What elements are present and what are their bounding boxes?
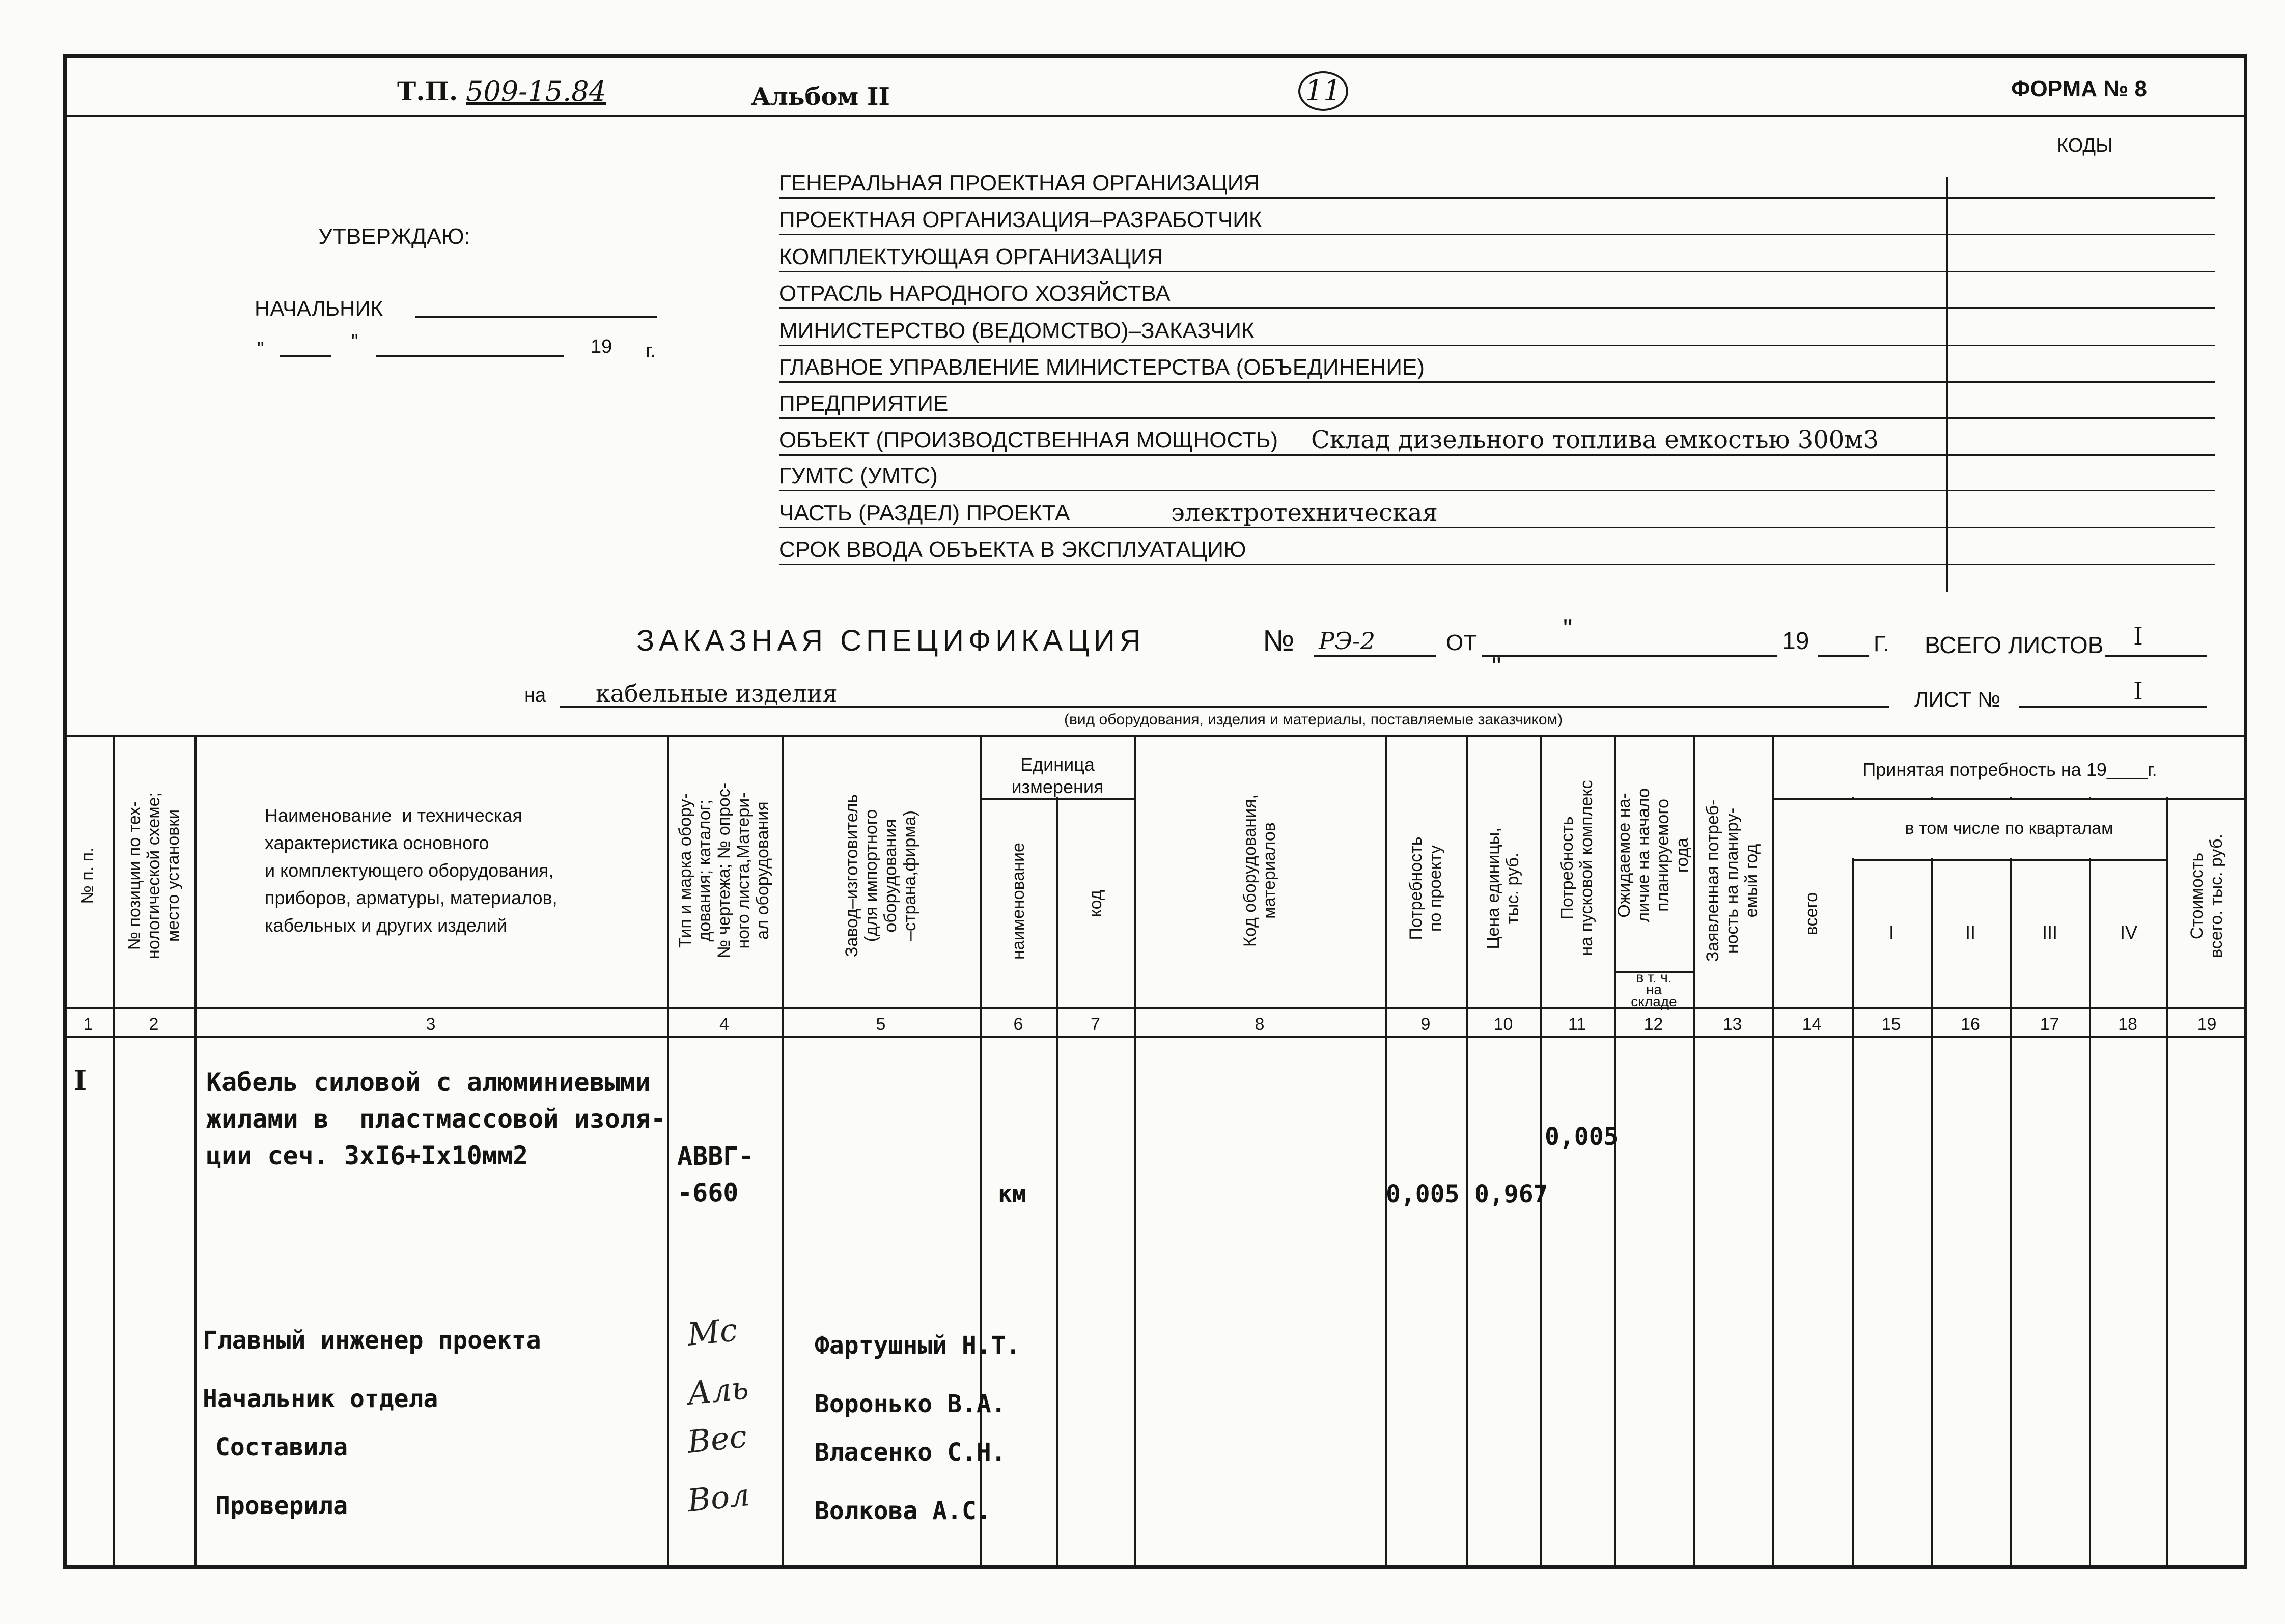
column-number: 6 [1013,1015,1023,1034]
total-sheets-line [2105,655,2207,657]
column-line [2166,735,2168,1569]
column-number: 15 [1881,1015,1901,1034]
total-sheets-value: I [2133,622,2143,651]
category-note: (вид оборудования, изделия и материалы, поставляемые заказчиком) [1064,711,1563,728]
org-label: ГЕНЕРАЛЬНАЯ ПРОЕКТНАЯ ОРГАНИЗАЦИЯ [779,171,1264,196]
spec-date-quote-1: " [1563,614,1573,643]
category-line [560,706,1889,708]
column-number: 18 [2118,1015,2137,1034]
row-price: 0,967 [1474,1180,1548,1209]
org-row [779,318,2215,352]
column-number: 19 [2197,1015,2217,1034]
year-prefix: 19 [591,336,612,357]
org-value: электротехническая [1171,498,1438,527]
org-fill-line [779,307,2215,309]
column-number: 5 [876,1015,886,1034]
row-need-launch: 0,005 [1545,1123,1619,1151]
column-line [1693,735,1695,1569]
org-fill-line [779,234,2215,235]
org-label: ГЛАВНОЕ УПРАВЛЕНИЕ МИНИСТЕРСТВА (ОБЪЕДИНЕНИЕ) [779,355,1429,380]
org-label: ОТРАСЛЬ НАРОДНОГО ХОЗЯЙСТВА [779,281,1175,306]
row-need-project: 0,005 [1386,1180,1460,1209]
org-fill-line [779,527,2215,528]
column-line [782,735,784,1569]
header-bottom-line [63,1007,2247,1009]
column-number: 7 [1091,1015,1100,1034]
signature-name: Воронько В.А. [815,1390,1006,1418]
header-unit-name: наименование [1009,843,1028,960]
org-label: МИНИСТЕРСТВО (ВЕДОМСТВО)–ЗАКАЗЧИК [779,318,1259,344]
signature-name: Фартушный Н.Т. [815,1331,1021,1360]
header-price: Цена единицы, тыс. руб. [1484,827,1522,949]
codes-divider [1946,177,1948,592]
org-row [779,537,2215,571]
header-quarters: в том числе по кварталам [1905,819,2113,838]
org-row [779,171,2215,204]
header-expected: Ожидаемое на- личие на начало планируемого года [1614,788,1692,922]
column-line [1540,735,1542,1569]
column-line [1772,735,1774,1569]
header-quarter-1: I [1888,922,1894,943]
sheet-value: I [2133,677,2143,706]
signature-role: Проверила [215,1492,348,1520]
unit-group-line [980,798,1134,800]
org-label: ЧАСТЬ (РАЗДЕЛ) ПРОЕКТА [779,500,1074,526]
org-label: СРОК ВВОДА ОБЪЕКТА В ЭКСПЛУАТАЦИЮ [779,537,1250,563]
header-quarter-2: II [1965,922,1975,943]
org-fill-line [779,197,2215,199]
signature-role: Главный инженер проекта [203,1326,541,1355]
org-fill-line [779,381,2215,383]
org-label: ОБЪЕКТ (ПРОИЗВОДСТВЕННАЯ МОЩНОСТЬ) [779,428,1282,453]
header-unit-code: код [1086,890,1105,917]
org-fill-line [779,564,2215,565]
org-row [779,355,2215,388]
signature-mark: Мс [685,1311,739,1353]
total-sheets-label: ВСЕГО ЛИСТОВ [1925,632,2104,658]
codes-label: КОДЫ [2057,135,2113,156]
column-line [667,735,669,1569]
column-number: 3 [426,1015,436,1034]
column-number: 13 [1722,1015,1742,1034]
column-line [194,735,197,1569]
org-row [779,281,2215,315]
spec-number-label: № [1263,624,1295,657]
spec-title: ЗАКАЗНАЯ СПЕЦИФИКАЦИЯ [636,624,1146,657]
column-number: 11 [1568,1015,1586,1034]
column-line [113,735,115,1569]
date-month-line [376,355,564,357]
column-number: 12 [1643,1015,1663,1034]
top-strip-line [63,115,2247,117]
header-total: всего [1802,892,1821,936]
signature-name: Власенко С.Н. [815,1438,1006,1467]
album-label: Альбом II [751,82,890,111]
header-num: № п. п. [78,847,97,904]
signature-mark: Вес [685,1417,749,1461]
chief-signature-line [415,316,657,318]
date-day-line [280,355,331,357]
spec-number: РЭ-2 [1319,627,1375,655]
column-number: 16 [1961,1015,1980,1034]
tp-label: Т.П. [397,76,458,106]
header-name: Наименование и техническая характеристика основного и комплектующего оборудования, приборов, арматуры, материалов, кабельных и других изделий [265,805,558,936]
quarters-line [1852,859,2166,861]
org-row [779,500,2215,534]
signature-mark: Вол [685,1475,751,1520]
org-label: ПРОЕКТНАЯ ОРГАНИЗАЦИЯ–РАЗРАБОТЧИК [779,207,1266,233]
header-unit-group: Единица измерения [1011,754,1104,797]
column-number: 17 [2040,1015,2059,1034]
date-open-quote: " [257,339,264,360]
header-position: № позиции по тех- нологической схеме; место установки [125,792,183,959]
row-name: Кабель силовой с алюминиевыми жилами в пластмассовой изоля- ции сеч. 3хI6+Iх10мм2 [206,1068,666,1170]
header-quarter-3: III [2042,922,2057,943]
column-number: 2 [149,1015,159,1034]
column-line [1134,735,1136,1569]
column-line [1056,735,1058,1569]
approve-label: УТВЕРЖДАЮ: [318,224,470,249]
header-requested: Заявленная потреб- ность на планиру- емый год [1703,799,1761,962]
sheet-label: ЛИСТ № [1914,687,2001,711]
header-cost: Стоимость всего. тыс. руб. [2187,834,2226,958]
signature-role: Составила [215,1433,348,1462]
spec-g-label: Г. [1874,631,1889,656]
org-fill-line [779,454,2215,456]
date-close-quote: " [351,331,358,352]
header-need-project: Потребность по проекту [1406,836,1445,940]
org-value: Склад дизельного топлива емкостью 300м3 [1311,426,1879,454]
na-label: на [524,685,546,706]
header-need-launch: Потребность на пусковой комплекс [1557,780,1596,956]
sheet-line [2019,706,2207,708]
org-fill-line [779,417,2215,419]
row-num: I [74,1064,87,1097]
table-top-line [63,735,2247,737]
org-row [779,463,2215,497]
column-number: 1 [83,1015,93,1034]
header-type: Тип и марка обору- дования; каталог; № чертежа; № опрос- ного листа,Матери- ал оборудования [676,782,772,959]
year-suffix: г. [646,340,656,361]
chief-label: НАЧАЛЬНИК [255,296,383,320]
spec-year-label: 19 [1782,628,1809,655]
spec-date-line [1482,655,1777,657]
header-in-stock: в т. ч. на складе [1631,969,1677,1010]
org-row [779,428,2215,461]
org-row [779,391,2215,425]
column-number: 9 [1420,1015,1431,1034]
column-number: 4 [719,1015,729,1034]
spec-year-line [1818,655,1869,657]
signature-name: Волкова А.С. [815,1497,991,1525]
org-fill-line [779,490,2215,491]
header-accepted: Принятая потребность на 19____г. [1862,759,2157,780]
column-line [1385,735,1387,1569]
column-number: 8 [1255,1015,1265,1034]
header-maker: Завод–изготовитель (для импортного оборудования –страна,фирма) [842,794,919,958]
org-label: ГУМТС (УМТС) [779,463,942,489]
org-label: ПРЕДПРИЯТИЕ [779,391,952,416]
org-row [779,207,2215,241]
org-fill-line [779,271,2215,272]
spec-date-quote-2: " [1492,652,1501,682]
column-number: 10 [1493,1015,1513,1034]
header-quarter-4: IV [2120,922,2137,943]
row-unit: км [998,1180,1026,1208]
page-mark: 11 [1298,71,1348,111]
forma-label: ФОРМА № 8 [2011,76,2147,101]
column-line [1466,735,1468,1569]
spec-category: кабельные изделия [596,680,838,707]
signature-mark: Аль [685,1368,750,1413]
tp-number: 509-15.84 [466,75,606,107]
spec-number-line [1314,655,1436,657]
spec-from-label: ОТ [1446,630,1478,655]
header-equipment-code: Код оборудования, материалов [1240,794,1279,947]
org-label: КОМПЛЕКТУЮЩАЯ ОРГАНИЗАЦИЯ [779,244,1167,270]
org-row [779,244,2215,278]
column-number: 14 [1802,1015,1822,1034]
org-fill-line [779,345,2215,346]
signature-role: Начальник отдела [203,1385,438,1413]
row-type: АВВГ- -660 [677,1141,754,1208]
